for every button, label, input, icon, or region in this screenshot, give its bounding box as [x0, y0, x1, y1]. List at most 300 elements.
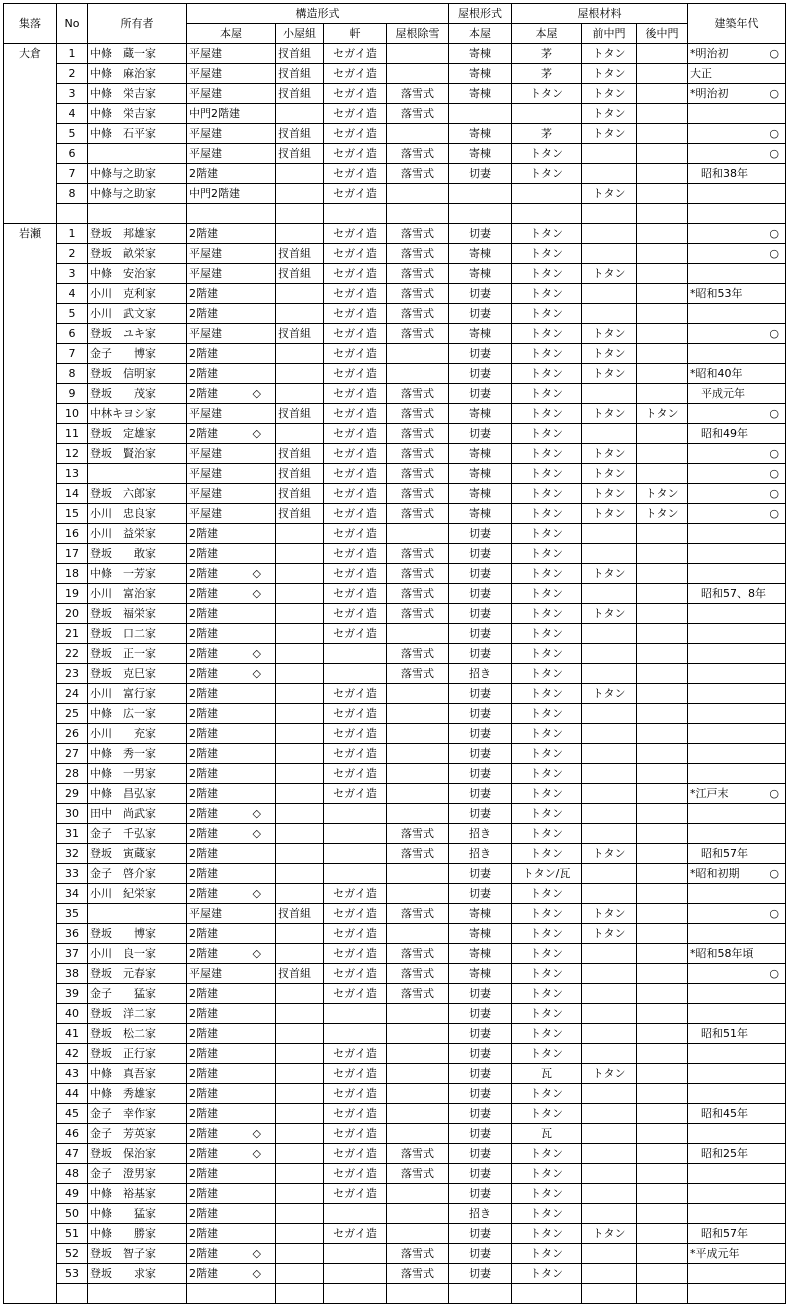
nendai-text: *明治初 [690, 47, 729, 60]
cell-koyagumi [276, 524, 324, 544]
cell-no: 34 [57, 884, 88, 904]
cell-ato-nakamon [637, 724, 688, 744]
cell-yanekeishiki: 寄棟 [449, 324, 512, 344]
cell-nendai [688, 1044, 786, 1064]
cell-nendai [688, 564, 786, 584]
cell-koyagumi [276, 1224, 324, 1244]
cell-no: 6 [57, 324, 88, 344]
cell-no: 28 [57, 764, 88, 784]
cell-shuraku [4, 164, 57, 184]
cell-honya [187, 844, 276, 864]
cell-shuraku [4, 1184, 57, 1204]
cell-ato-nakamon [637, 364, 688, 384]
cell-noki: セガイ造 [324, 564, 387, 584]
cell-yanekeishiki: 寄棟 [449, 64, 512, 84]
cell-zairyo-honya: トタン [512, 304, 582, 324]
diamond-mark: ◇ [252, 887, 261, 900]
cell-yanejosetsu: 落雪式 [387, 1244, 449, 1264]
cell-nendai [688, 1144, 786, 1164]
cell-zairyo-honya: トタン [512, 984, 582, 1004]
cell-ato-nakamon [637, 64, 688, 84]
cell-nendai [688, 844, 786, 864]
cell-owner: 中條 秀雄家 [88, 1084, 187, 1104]
cell-honya [187, 404, 276, 424]
cell-mae-nakamon [582, 1244, 637, 1264]
cell-owner: 登坂 賢治家 [88, 444, 187, 464]
cell-koyagumi [276, 844, 324, 864]
cell-yanekeishiki: 切妻 [449, 1104, 512, 1124]
table-row [4, 84, 786, 104]
cell-zairyo-honya: トタン [512, 724, 582, 744]
cell-no: 11 [57, 424, 88, 444]
cell-zairyo-honya: トタン [512, 444, 582, 464]
cell-nendai [688, 804, 786, 824]
table-row [4, 444, 786, 464]
cell-yanekeishiki: 寄棟 [449, 964, 512, 984]
cell-yanekeishiki: 寄棟 [449, 44, 512, 64]
cell-honya [187, 144, 276, 164]
cell-zairyo-honya: トタン [512, 624, 582, 644]
cell-zairyo-honya: トタン [512, 564, 582, 584]
cell-owner [88, 904, 187, 924]
cell-zairyo-honya: トタン [512, 744, 582, 764]
spacer-row [4, 1284, 786, 1304]
cell-nendai [688, 64, 786, 84]
cell-no: 1 [57, 44, 88, 64]
table-row [4, 584, 786, 604]
cell-no: 39 [57, 984, 88, 1004]
table-row [4, 184, 786, 204]
cell-honya [187, 1204, 276, 1224]
cell-yanejosetsu: 落雪式 [387, 664, 449, 684]
cell-koyagumi [276, 1024, 324, 1044]
honya-text: 2階建 [189, 1127, 218, 1140]
cell-owner: 小川 富行家 [88, 684, 187, 704]
cell-mae-nakamon [582, 1264, 637, 1284]
cell-yanejosetsu: 落雪式 [387, 444, 449, 464]
cell-mae-nakamon [582, 1004, 637, 1024]
table-row [4, 904, 786, 924]
cell-ato-nakamon [637, 584, 688, 604]
cell-koyagumi [276, 744, 324, 764]
cell-noki: セガイ造 [324, 504, 387, 524]
honya-text: 2階建 [189, 1007, 218, 1020]
cell-zairyo-honya: トタン [512, 584, 582, 604]
cell-noki [324, 1264, 387, 1284]
cell-honya [187, 764, 276, 784]
circle-mark: ○ [769, 447, 780, 460]
cell-noki: セガイ造 [324, 284, 387, 304]
cell-yanejosetsu [387, 1004, 449, 1024]
cell-owner: 登坂 智子家 [88, 1244, 187, 1264]
cell-noki: セガイ造 [324, 144, 387, 164]
cell-noki: セガイ造 [324, 604, 387, 624]
cell-yanejosetsu [387, 784, 449, 804]
cell-noki: セガイ造 [324, 624, 387, 644]
cell-shuraku [4, 1024, 57, 1044]
cell-honya [187, 184, 276, 204]
cell-zairyo-honya: トタン [512, 164, 582, 184]
cell-honya [187, 1244, 276, 1264]
cell-owner: 登坂 博家 [88, 924, 187, 944]
table-row [4, 804, 786, 824]
cell-nendai [688, 904, 786, 924]
cell-noki [324, 664, 387, 684]
cell-no: 23 [57, 664, 88, 684]
honya-text: 2階建 [189, 387, 218, 400]
cell-mae-nakamon: トタン [582, 564, 637, 584]
cell-yanejosetsu: 落雪式 [387, 244, 449, 264]
table-row [4, 564, 786, 584]
cell-owner: 金子 澄男家 [88, 1164, 187, 1184]
cell-yanekeishiki: 切妻 [449, 764, 512, 784]
cell-koyagumi [276, 724, 324, 744]
cell-no: 7 [57, 164, 88, 184]
cell-koyagumi: 扠首組 [276, 64, 324, 84]
cell-yanejosetsu: 落雪式 [387, 824, 449, 844]
honya-text: 2階建 [189, 887, 218, 900]
nendai-text: 昭和38年 [690, 167, 749, 180]
cell-yanejosetsu: 落雪式 [387, 1144, 449, 1164]
honya-text: 平屋建 [189, 247, 222, 260]
table-row [4, 704, 786, 724]
cell-ato-nakamon [637, 1064, 688, 1084]
cell-no: 3 [57, 264, 88, 284]
cell-owner [88, 464, 187, 484]
cell-owner: 登坂 克巳家 [88, 664, 187, 684]
circle-mark: ○ [769, 967, 780, 980]
cell-honya [187, 1284, 276, 1304]
cell-no: 2 [57, 244, 88, 264]
cell-owner: 登坂 寅蔵家 [88, 844, 187, 864]
cell-zairyo-honya: トタン [512, 924, 582, 944]
honya-text: 2階建 [189, 1267, 218, 1280]
cell-nendai [688, 1224, 786, 1244]
cell-mae-nakamon [582, 724, 637, 744]
cell-no: 5 [57, 304, 88, 324]
honya-text: 2階建 [189, 427, 218, 440]
cell-shuraku [4, 904, 57, 924]
cell-noki: セガイ造 [324, 244, 387, 264]
cell-noki: セガイ造 [324, 884, 387, 904]
cell-no: 33 [57, 864, 88, 884]
cell-shuraku: 岩瀬 [4, 224, 57, 244]
cell-no: 15 [57, 504, 88, 524]
cell-zairyo-honya: トタン [512, 364, 582, 384]
table-row [4, 304, 786, 324]
table-row [4, 124, 786, 144]
cell-koyagumi: 扠首組 [276, 44, 324, 64]
cell-honya [187, 1024, 276, 1044]
cell-yanekeishiki: 切妻 [449, 304, 512, 324]
cell-owner: 登坂 口二家 [88, 624, 187, 644]
cell-yanejosetsu: 落雪式 [387, 544, 449, 564]
header-mae-nakamon: 前中門 [582, 24, 637, 44]
cell-ato-nakamon [637, 44, 688, 64]
cell-noki: セガイ造 [324, 444, 387, 464]
cell-nendai [688, 484, 786, 504]
cell-noki [324, 644, 387, 664]
cell-shuraku [4, 424, 57, 444]
cell-owner: 小川 忠良家 [88, 504, 187, 524]
cell-noki: セガイ造 [324, 1044, 387, 1064]
table-row [4, 784, 786, 804]
cell-nendai [688, 1084, 786, 1104]
cell-mae-nakamon [582, 244, 637, 264]
cell-ato-nakamon [637, 864, 688, 884]
cell-noki: セガイ造 [324, 184, 387, 204]
cell-ato-nakamon [637, 184, 688, 204]
table-row [4, 1184, 786, 1204]
nendai-text: 昭和51年 [690, 1027, 749, 1040]
table-row [4, 1004, 786, 1024]
cell-zairyo-honya: 瓦 [512, 1064, 582, 1084]
cell-yanejosetsu: 落雪式 [387, 844, 449, 864]
cell-yanekeishiki: 切妻 [449, 1124, 512, 1144]
cell-zairyo-honya: トタン [512, 764, 582, 784]
cell-shuraku [4, 624, 57, 644]
cell-yanekeishiki: 切妻 [449, 284, 512, 304]
cell-no: 13 [57, 464, 88, 484]
cell-zairyo-honya: トタン [512, 1244, 582, 1264]
cell-nendai [688, 464, 786, 484]
cell-honya [187, 1264, 276, 1284]
cell-no: 27 [57, 744, 88, 764]
cell-no: 45 [57, 1104, 88, 1124]
cell-yanejosetsu: 落雪式 [387, 464, 449, 484]
cell-mae-nakamon [582, 384, 637, 404]
cell-owner: 登坂 畝栄家 [88, 244, 187, 264]
cell-ato-nakamon [637, 164, 688, 184]
nendai-text: *昭和58年頃 [690, 947, 754, 960]
cell-owner: 金子 啓介家 [88, 864, 187, 884]
cell-no: 8 [57, 364, 88, 384]
cell-nendai [688, 184, 786, 204]
cell-mae-nakamon: トタン [582, 684, 637, 704]
cell-honya [187, 444, 276, 464]
cell-no: 5 [57, 124, 88, 144]
cell-no: 32 [57, 844, 88, 864]
cell-honya [187, 1044, 276, 1064]
cell-yanejosetsu: 落雪式 [387, 404, 449, 424]
cell-nendai [688, 724, 786, 744]
cell-ato-nakamon [637, 1004, 688, 1024]
cell-yanekeishiki: 切妻 [449, 344, 512, 364]
table-row [4, 484, 786, 504]
cell-owner: 中條与之助家 [88, 184, 187, 204]
cell-yanejosetsu: 落雪式 [387, 604, 449, 624]
cell-mae-nakamon: トタン [582, 44, 637, 64]
cell-owner: 小川 富治家 [88, 584, 187, 604]
cell-ato-nakamon [637, 904, 688, 924]
cell-yanejosetsu: 落雪式 [387, 484, 449, 504]
cell-koyagumi [276, 1164, 324, 1184]
cell-zairyo-honya: トタン [512, 604, 582, 624]
cell-yanekeishiki: 切妻 [449, 224, 512, 244]
cell-koyagumi: 扠首組 [276, 464, 324, 484]
cell-honya [187, 364, 276, 384]
cell-yanejosetsu: 落雪式 [387, 564, 449, 584]
cell-honya [187, 1084, 276, 1104]
cell-mae-nakamon [582, 524, 637, 544]
cell-honya [187, 484, 276, 504]
cell-zairyo-honya: トタン [512, 644, 582, 664]
cell-owner: 中條 栄吉家 [88, 104, 187, 124]
cell-ato-nakamon [637, 1124, 688, 1144]
cell-honya [187, 1144, 276, 1164]
cell-shuraku [4, 84, 57, 104]
cell-no: 10 [57, 404, 88, 424]
cell-owner: 登坂 洋二家 [88, 1004, 187, 1024]
cell-mae-nakamon [582, 644, 637, 664]
nendai-text: *平成元年 [690, 1247, 740, 1260]
honya-text: 2階建 [189, 1227, 218, 1240]
cell-noki: セガイ造 [324, 1064, 387, 1084]
cell-honya [187, 544, 276, 564]
cell-yanekeishiki: 切妻 [449, 704, 512, 724]
cell-nendai [688, 764, 786, 784]
honya-text: 2階建 [189, 807, 218, 820]
cell-honya [187, 604, 276, 624]
cell-yanejosetsu [387, 1064, 449, 1084]
header-yanejosetsu: 屋根除雪 [387, 24, 449, 44]
diamond-mark: ◇ [252, 827, 261, 840]
cell-honya [187, 564, 276, 584]
cell-nendai [688, 924, 786, 944]
table-row [4, 384, 786, 404]
cell-zairyo-honya: トタン [512, 324, 582, 344]
cell-noki: セガイ造 [324, 304, 387, 324]
cell-zairyo-honya: トタン [512, 224, 582, 244]
cell-koyagumi [276, 584, 324, 604]
honya-text: 2階建 [189, 847, 218, 860]
cell-zairyo-honya [512, 1284, 582, 1304]
cell-koyagumi [276, 1204, 324, 1224]
cell-mae-nakamon: トタン [582, 604, 637, 624]
cell-zairyo-honya: トタン [512, 264, 582, 284]
cell-mae-nakamon [582, 1124, 637, 1144]
cell-noki: セガイ造 [324, 784, 387, 804]
cell-koyagumi: 扠首組 [276, 144, 324, 164]
header-yanezairyo-group: 屋根材料 [512, 4, 688, 24]
cell-yanekeishiki: 切妻 [449, 164, 512, 184]
table-row [4, 884, 786, 904]
cell-noki: セガイ造 [324, 484, 387, 504]
cell-yanekeishiki: 切妻 [449, 1044, 512, 1064]
cell-shuraku [4, 284, 57, 304]
cell-ato-nakamon [637, 444, 688, 464]
cell-ato-nakamon [637, 944, 688, 964]
cell-mae-nakamon [582, 1164, 637, 1184]
honya-text: 平屋建 [189, 147, 222, 160]
cell-owner: 小川 益栄家 [88, 524, 187, 544]
cell-honya [187, 224, 276, 244]
honya-text: 2階建 [189, 787, 218, 800]
cell-ato-nakamon [637, 1224, 688, 1244]
cell-owner: 中條与之助家 [88, 164, 187, 184]
cell-owner: 小川 充家 [88, 724, 187, 744]
cell-yanekeishiki: 切妻 [449, 804, 512, 824]
cell-ato-nakamon [637, 224, 688, 244]
cell-noki [324, 1024, 387, 1044]
cell-zairyo-honya: トタン [512, 1224, 582, 1244]
nendai-text: *江戸末 [690, 787, 729, 800]
cell-no: 14 [57, 484, 88, 504]
cell-zairyo-honya: トタン [512, 964, 582, 984]
cell-nendai [688, 1244, 786, 1264]
cell-nendai [688, 344, 786, 364]
cell-owner: 金子 博家 [88, 344, 187, 364]
cell-yanekeishiki: 寄棟 [449, 464, 512, 484]
honya-text: 平屋建 [189, 267, 222, 280]
cell-honya [187, 244, 276, 264]
cell-noki: セガイ造 [324, 684, 387, 704]
cell-shuraku [4, 324, 57, 344]
cell-shuraku [4, 504, 57, 524]
cell-mae-nakamon [582, 944, 637, 964]
cell-yanekeishiki: 招き [449, 664, 512, 684]
cell-yanekeishiki: 切妻 [449, 524, 512, 544]
cell-yanekeishiki: 切妻 [449, 424, 512, 444]
honya-text: 2階建 [189, 347, 218, 360]
cell-mae-nakamon [582, 164, 637, 184]
cell-honya [187, 584, 276, 604]
cell-zairyo-honya: トタン [512, 844, 582, 864]
cell-mae-nakamon: トタン [582, 844, 637, 864]
table-row [4, 404, 786, 424]
cell-yanejosetsu [387, 704, 449, 724]
honya-text: 2階建 [189, 1207, 218, 1220]
cell-owner: 中條 一男家 [88, 764, 187, 784]
cell-ato-nakamon [637, 984, 688, 1004]
honya-text: 2階建 [189, 527, 218, 540]
table-row [4, 944, 786, 964]
cell-koyagumi [276, 824, 324, 844]
header-nendai: 建築年代 [688, 4, 786, 44]
cell-honya [187, 904, 276, 924]
cell-mae-nakamon: トタン [582, 84, 637, 104]
cell-ato-nakamon [637, 324, 688, 344]
cell-yanejosetsu: 落雪式 [387, 264, 449, 284]
table-row [4, 864, 786, 884]
cell-nendai [688, 1004, 786, 1024]
honya-text: 2階建 [189, 287, 218, 300]
cell-ato-nakamon [637, 1164, 688, 1184]
cell-zairyo-honya: トタン [512, 704, 582, 724]
cell-honya [187, 864, 276, 884]
cell-mae-nakamon [582, 1204, 637, 1224]
table-row [4, 164, 786, 184]
cell-ato-nakamon [637, 1204, 688, 1224]
cell-honya [187, 1104, 276, 1124]
cell-noki: セガイ造 [324, 904, 387, 924]
cell-noki: セガイ造 [324, 124, 387, 144]
cell-noki: セガイ造 [324, 724, 387, 744]
cell-koyagumi [276, 1244, 324, 1264]
cell-no: 25 [57, 704, 88, 724]
cell-mae-nakamon [582, 764, 637, 784]
cell-shuraku [4, 944, 57, 964]
cell-owner: 中條 猛家 [88, 1204, 187, 1224]
cell-yanekeishiki: 切妻 [449, 364, 512, 384]
cell-koyagumi [276, 1184, 324, 1204]
cell-zairyo-honya: トタン [512, 804, 582, 824]
cell-no: 18 [57, 564, 88, 584]
cell-nendai [688, 1164, 786, 1184]
cell-ato-nakamon [637, 564, 688, 584]
cell-zairyo-honya: トタン [512, 1204, 582, 1224]
cell-zairyo-honya: トタン [512, 484, 582, 504]
